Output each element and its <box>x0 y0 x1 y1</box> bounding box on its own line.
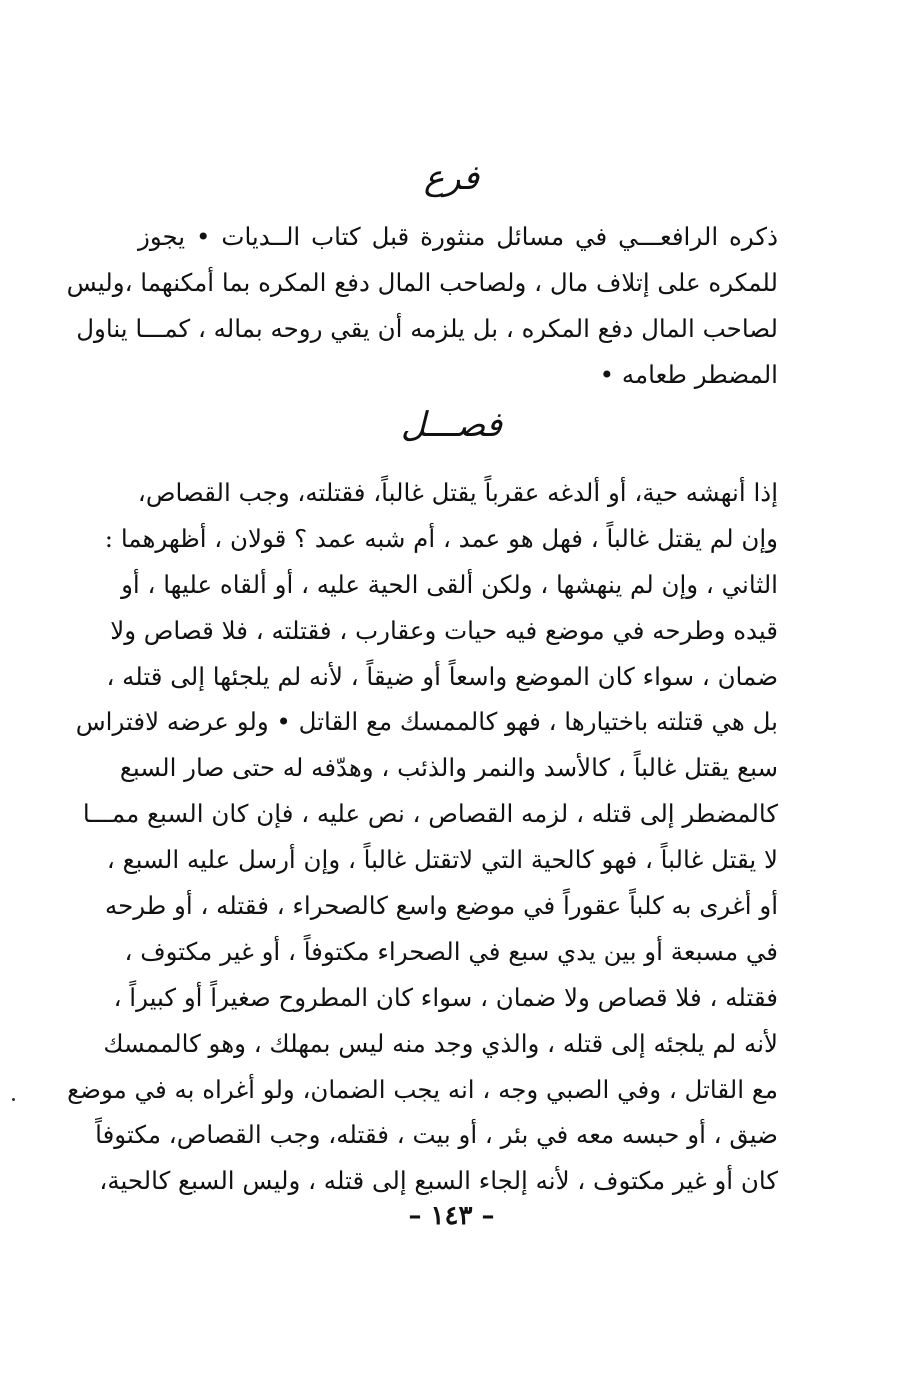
text-line: قيده وطرحه في موضع فيه حيات وعقارب ، فقتلته ، فلا قصاص ولا <box>110 615 778 645</box>
text-line: بل هي قتلته باختيارها ، فهو كالممسك مع القاتل • ولو عرضه لافتراس <box>75 707 778 737</box>
text-line: لصاحب المال دفع المكره ، بل يلزمه أن يقي روحه بماله ، كمـــا يناول <box>76 314 778 343</box>
paragraph-fasl <box>67 470 778 1204</box>
text-line: ذكره الرافعـــي في مسائل منثورة قبل كتاب الــديات • يجوز <box>138 222 778 251</box>
text-line: إذا أنهشه حية، أو ألدغه عقرباً يقتل غالباً، فقتلته، وجب القصاص، <box>137 478 778 507</box>
text-line: كالمضطر إلى قتله ، لزمه القصاص ، نص عليه ، فإن كان السبع ممـــا <box>82 799 778 829</box>
text-line: ضيق ، أو حبسه معه في بئر ، أو بيت ، فقتله، وجب القصاص، مكتوفاً <box>95 1120 778 1150</box>
text-line: للمكره على إتلاف مال ، ولصاحب المال دفع المكره بما أمكنهما ،وليس <box>66 268 778 297</box>
section-heading-fasl: فصـــل <box>400 405 503 445</box>
text-line: في مسبعة أو بين يدي سبع في الصحراء مكتوفاً ، أو غير مكتوف ، <box>124 936 778 966</box>
text-line: أو أغرى به كلباً عقوراً في موضع واسع كالصحراء ، فقتله ، أو طرحه <box>104 891 778 921</box>
text-line: ضمان ، سواء كان الموضع واسعاً أو ضيقاً ، لأنه لم يلجئها إلى قتله ، <box>106 661 778 691</box>
text-line: لا يقتل غالباً ، فهو كالحية التي لاتقتل غالباً ، وإن أرسل عليه السبع ، <box>106 845 778 875</box>
paragraph-far <box>66 214 778 398</box>
text-line: سبع يقتل غالباً ، كالأسد والنمر والذئب ، وهدّفه له حتى صار السبع <box>119 753 778 783</box>
text-line: المضطر طعامه • <box>599 360 778 389</box>
text-line: لأنه لم يلجئه إلى قتله ، والذي وجد منه ليس بمهلك ، وهو كالممسك <box>103 1028 778 1058</box>
text-line: وإن لم يقتل غالباً ، فهل هو عمد ، أم شبه عمد ؟ قولان ، أظهرهما : <box>104 523 778 553</box>
section-heading-far: فرع <box>423 158 480 198</box>
text-line: فقتله ، فلا قصاص ولا ضمان ، سواء كان المطروح صغيراً أو كبيراً ، <box>113 982 778 1012</box>
text-line: الثاني ، وإن لم ينهشها ، ولكن ألقى الحية عليه ، أو ألقاه عليها ، أو <box>121 569 778 599</box>
text-line: مع القاتل ، وفي الصبي وجه ، انه يجب الضمان، ولو أغراه به في موضع <box>67 1074 778 1104</box>
scan-speck <box>12 1098 15 1101</box>
text-line: كان أو غير مكتوف ، لأنه إلجاء السبع إلى قتله ، وليس السبع كالحية، <box>99 1166 778 1196</box>
page-number: – ١٤٣ – <box>408 1201 495 1231</box>
